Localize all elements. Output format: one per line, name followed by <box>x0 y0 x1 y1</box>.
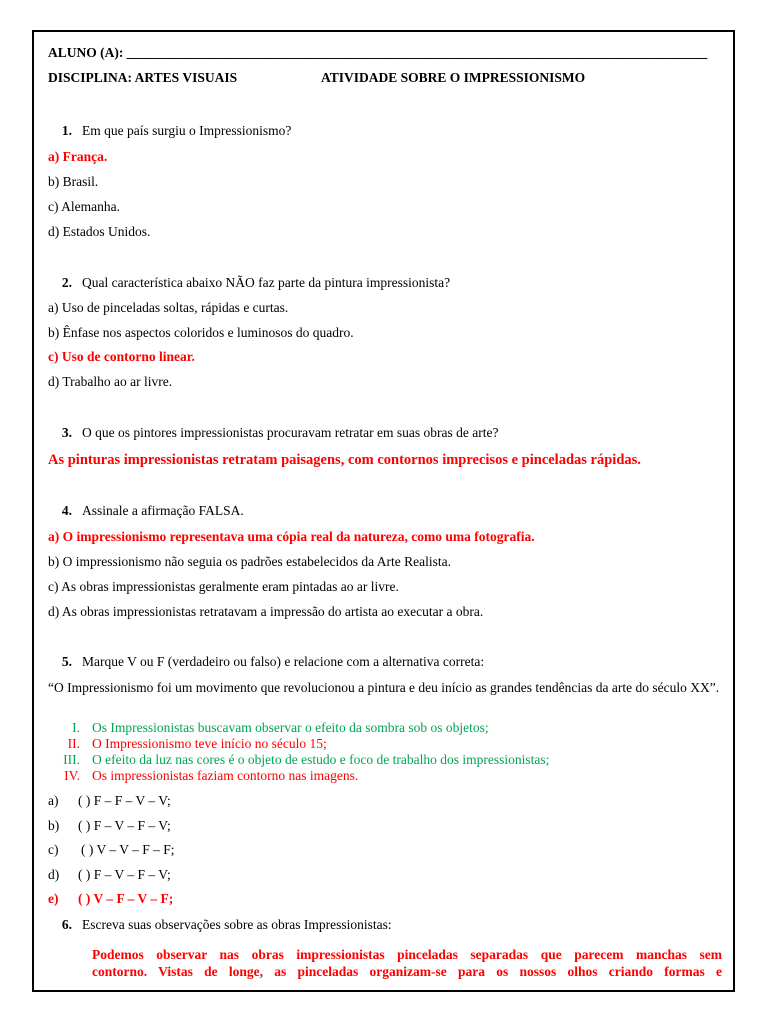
alternative-b <box>48 818 171 834</box>
alternative-text: ( ) V – F – V – F; <box>78 891 174 906</box>
q3-answer: As pinturas impressionistas retratam paisagens, com contornos imprecisos e pinceladas rápidas. <box>48 452 641 468</box>
statement-number: III. <box>63 752 80 767</box>
alternative-label: b) <box>48 818 60 833</box>
activity-title: ATIVIDADE SOBRE O IMPRESSIONISMO <box>321 70 586 85</box>
q1-option-d: d) Estados Unidos. <box>48 224 151 239</box>
statement-2 <box>48 736 327 752</box>
question-4 <box>48 503 244 519</box>
alternative-label: a) <box>48 793 59 808</box>
q4-option-a: a) O impressionismo representava uma cópia real da natureza, como uma fotografia. <box>48 529 535 544</box>
question-number: 5. <box>61 654 72 669</box>
question-text: O que os pintores impressionistas procuravam retratar em suas obras de arte? <box>82 425 499 440</box>
question-number: 1. <box>61 123 72 138</box>
q4-option-c: c) As obras impressionistas geralmente eram pintadas ao ar livre. <box>48 579 399 594</box>
question-number: 4. <box>61 503 72 518</box>
alternative-a <box>48 793 171 809</box>
question-number: 2. <box>61 275 72 290</box>
alternative-text: ( ) F – V – F – V; <box>78 867 171 882</box>
statement-number: II. <box>67 736 80 751</box>
alternative-c <box>48 842 175 858</box>
question-text: Escreva suas observações sobre as obras Impressionistas: <box>82 917 392 932</box>
alternative-text: ( ) F – V – F – V; <box>78 818 171 833</box>
q6-answer-line-2: contorno. Vistas de longe, as pinceladas organizam-se para os nossos olhos criando formas e <box>92 964 722 979</box>
statement-number: I. <box>72 720 80 735</box>
alternative-text: ( ) V – V – F – F; <box>81 842 175 857</box>
q4-option-b: b) O impressionismo não seguia os padrões estabelecidos da Arte Realista. <box>48 554 452 569</box>
question-text: Qual característica abaixo NÃO faz parte da pintura impressionista? <box>82 275 451 290</box>
q1-option-c: c) Alemanha. <box>48 199 120 214</box>
question-2 <box>48 275 450 291</box>
alternative-e <box>48 891 173 907</box>
q1-option-b: b) Brasil. <box>48 174 99 189</box>
statement-1 <box>48 720 489 736</box>
q2-option-c: c) Uso de contorno linear. <box>48 349 195 364</box>
question-3 <box>48 425 499 441</box>
statement-text: O Impressionismo teve início no século 15; <box>92 736 327 751</box>
question-text: Em que país surgiu o Impressionismo? <box>82 123 292 138</box>
statement-number: IV. <box>64 768 80 783</box>
statement-text: O efeito da luz nas cores é o objeto de estudo e foco de trabalho dos impressionistas; <box>92 752 550 767</box>
alternative-label: d) <box>48 867 60 882</box>
question-5 <box>48 654 484 670</box>
alternative-text: ( ) F – F – V – V; <box>78 793 171 808</box>
alternative-label: e) <box>48 891 59 906</box>
statement-3 <box>48 752 549 768</box>
q1-option-a: a) França. <box>48 149 108 164</box>
question-1 <box>48 123 291 139</box>
question-text: Marque V ou F (verdadeiro ou falso) e relacione com a alternativa correta: <box>82 654 485 669</box>
statement-text: Os Impressionistas buscavam observar o efeito da sombra sob os objetos; <box>92 720 489 735</box>
worksheet-frame <box>32 30 735 992</box>
statement-4 <box>48 768 358 784</box>
student-name-line: ALUNO (A): ______________________________________________________________________________________ <box>48 45 708 60</box>
alternative-label: c) <box>48 842 59 857</box>
discipline-label: DISCIPLINA: ARTES VISUAIS <box>48 70 238 85</box>
q4-option-d: d) As obras impressionistas retratavam a impressão do artista ao executar a obra. <box>48 604 484 619</box>
question-number: 3. <box>61 425 72 440</box>
question-text: Assinale a afirmação FALSA. <box>82 503 244 518</box>
q2-option-a: a) Uso de pinceladas soltas, rápidas e curtas. <box>48 300 289 315</box>
question-6 <box>48 917 392 933</box>
q2-option-b: b) Ênfase nos aspectos coloridos e luminosos do quadro. <box>48 325 354 340</box>
q6-answer-line-1: Podemos observar nas obras impressionistas pinceladas separadas que parecem manchas sem <box>92 947 722 962</box>
q5-quote: “O Impressionismo foi um movimento que revolucionou a pintura e deu início as grandes tendências da arte do século XX”. <box>48 680 720 695</box>
q2-option-d: d) Trabalho ao ar livre. <box>48 374 173 389</box>
question-number: 6. <box>61 917 72 932</box>
alternative-d <box>48 867 171 883</box>
statement-text: Os impressionistas faziam contorno nas imagens. <box>92 768 359 783</box>
